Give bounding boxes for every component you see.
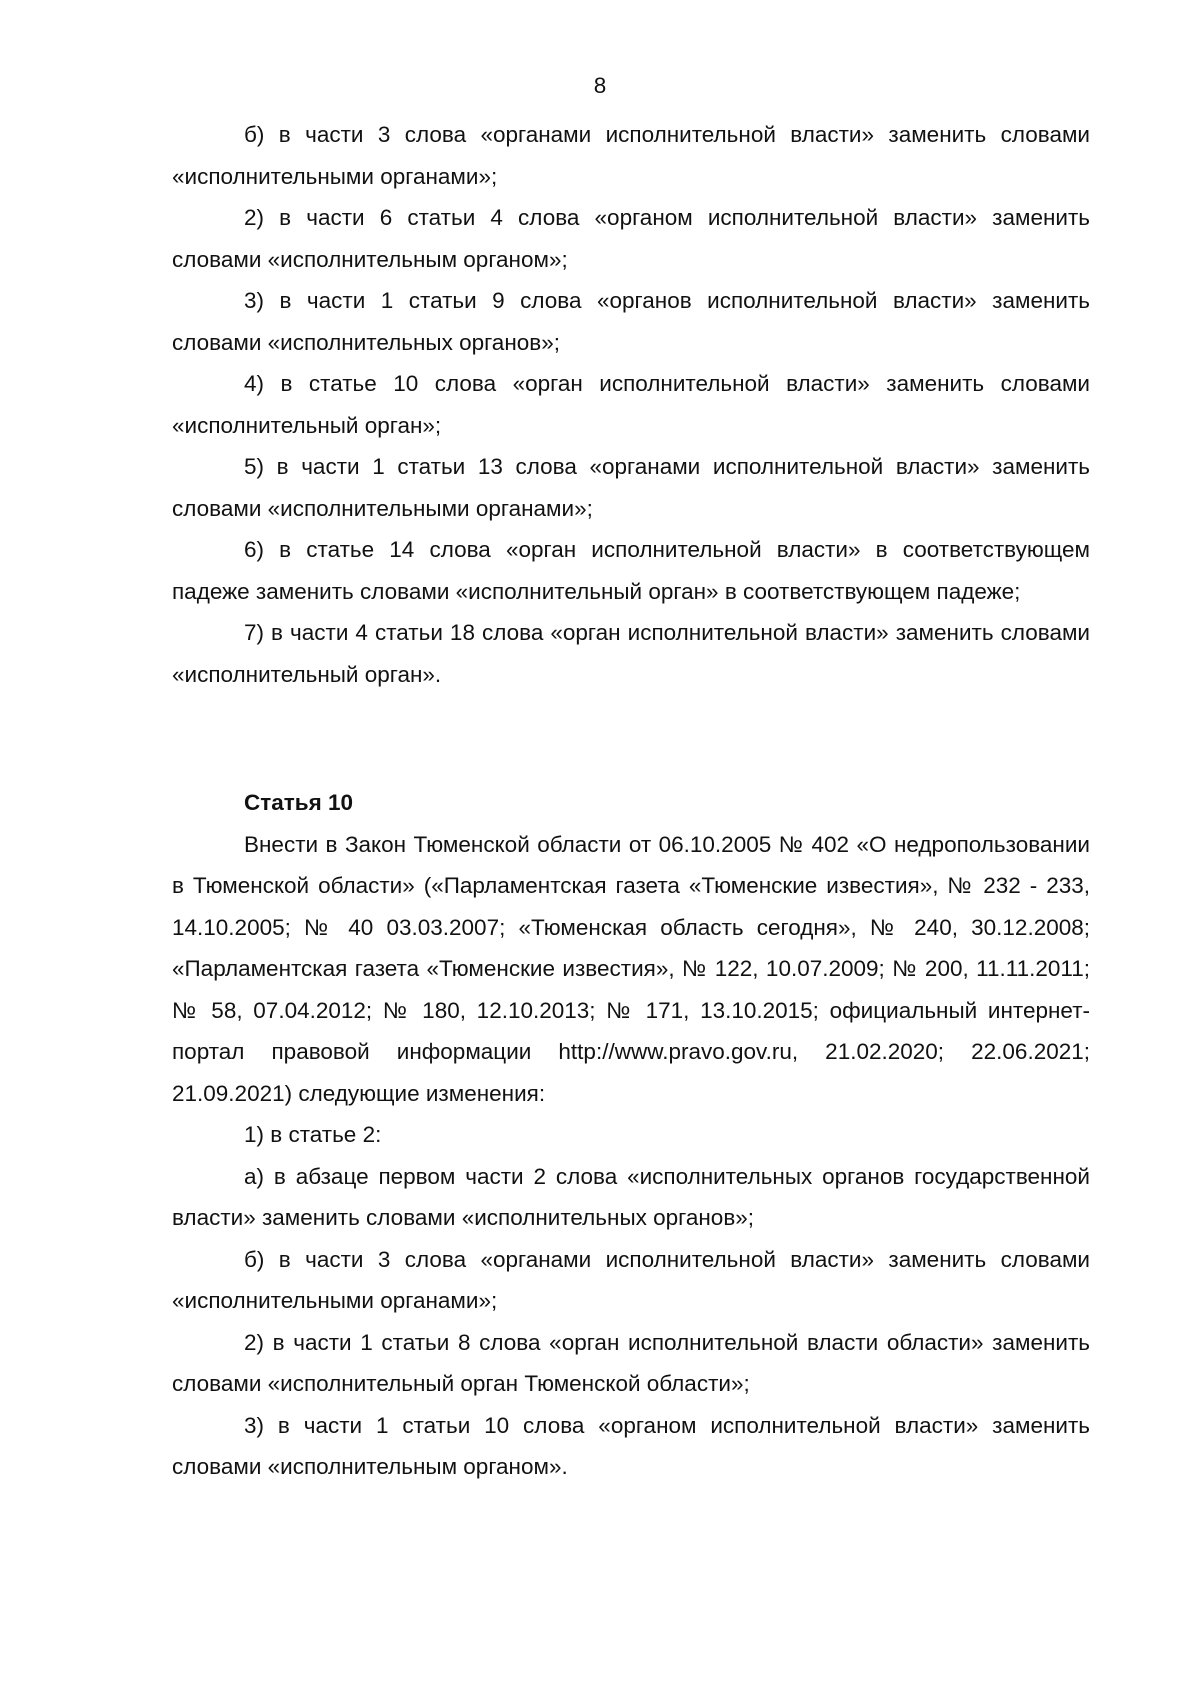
amendment-paragraph: 2) в части 6 статьи 4 слова «органом исполнительной власти» заменить словами «исполнительным органом»; bbox=[172, 205, 1090, 272]
amendment-paragraph: 7) в части 4 статьи 18 слова «орган исполнительной власти» заменить словами «исполнительный орган». bbox=[172, 620, 1090, 687]
amendments-list bbox=[172, 114, 1090, 695]
amendment-paragraph: б) в части 3 слова «органами исполнительной власти» заменить словами «исполнительными органами»; bbox=[172, 122, 1090, 189]
article-heading: Статья 10 bbox=[244, 790, 354, 815]
article-intro: Внести в Закон Тюменской области от 06.10.2005 № 402 «О недропользовании в Тюменской области» («Парламентская газета «Тюменские известия», № 232 - 233, 14.10.2005; № 40 03.03.2007; «Тюменская область сегодня», № 240, 30.12.2008; «Парламентская газета «Тюменские известия», № 122, 10.07.2009; № 200, 11.11.2011; № 58, 07.04.2012; № 180, 12.10.2013; № 171, 13.10.2015; официальный интернет-портал правовой информации http://www.pravo.gov.ru, 21.02.2020; 22.06.2021; 21.09.2021) следующие изменения: bbox=[172, 831, 1090, 1106]
amendment-paragraph: 2) в части 1 статьи 8 слова «орган исполнительной власти области» заменить словами «исполнительный орган Тюменской области»; bbox=[172, 1329, 1090, 1396]
amendment-paragraph: 1) в статье 2: bbox=[244, 1122, 382, 1147]
amendment-paragraph: 3) в части 1 статьи 10 слова «органом исполнительной власти» заменить словами «исполнительным органом». bbox=[172, 1412, 1090, 1479]
amendment-paragraph: 3) в части 1 статьи 9 слова «органов исполнительной власти» заменить словами «исполнительных органов»; bbox=[172, 288, 1090, 355]
page-number: 8 bbox=[593, 73, 607, 98]
amendment-paragraph: 4) в статье 10 слова «орган исполнительной власти» заменить словами «исполнительный орган»; bbox=[172, 371, 1090, 438]
amendment-paragraph: б) в части 3 слова «органами исполнительной власти» заменить словами «исполнительными органами»; bbox=[172, 1246, 1090, 1313]
article-10-section bbox=[172, 782, 1090, 1488]
amendment-paragraph: а) в абзаце первом части 2 слова «исполнительных органов государственной власти» заменить словами «исполнительных органов»; bbox=[172, 1163, 1090, 1230]
amendment-paragraph: 6) в статье 14 слова «орган исполнительной власти» в соответствующем падеже заменить словами «исполнительный орган» в соответствующем падеже; bbox=[172, 537, 1090, 604]
amendment-paragraph: 5) в части 1 статьи 13 слова «органами исполнительной власти» заменить словами «исполнительными органами»; bbox=[172, 454, 1090, 521]
